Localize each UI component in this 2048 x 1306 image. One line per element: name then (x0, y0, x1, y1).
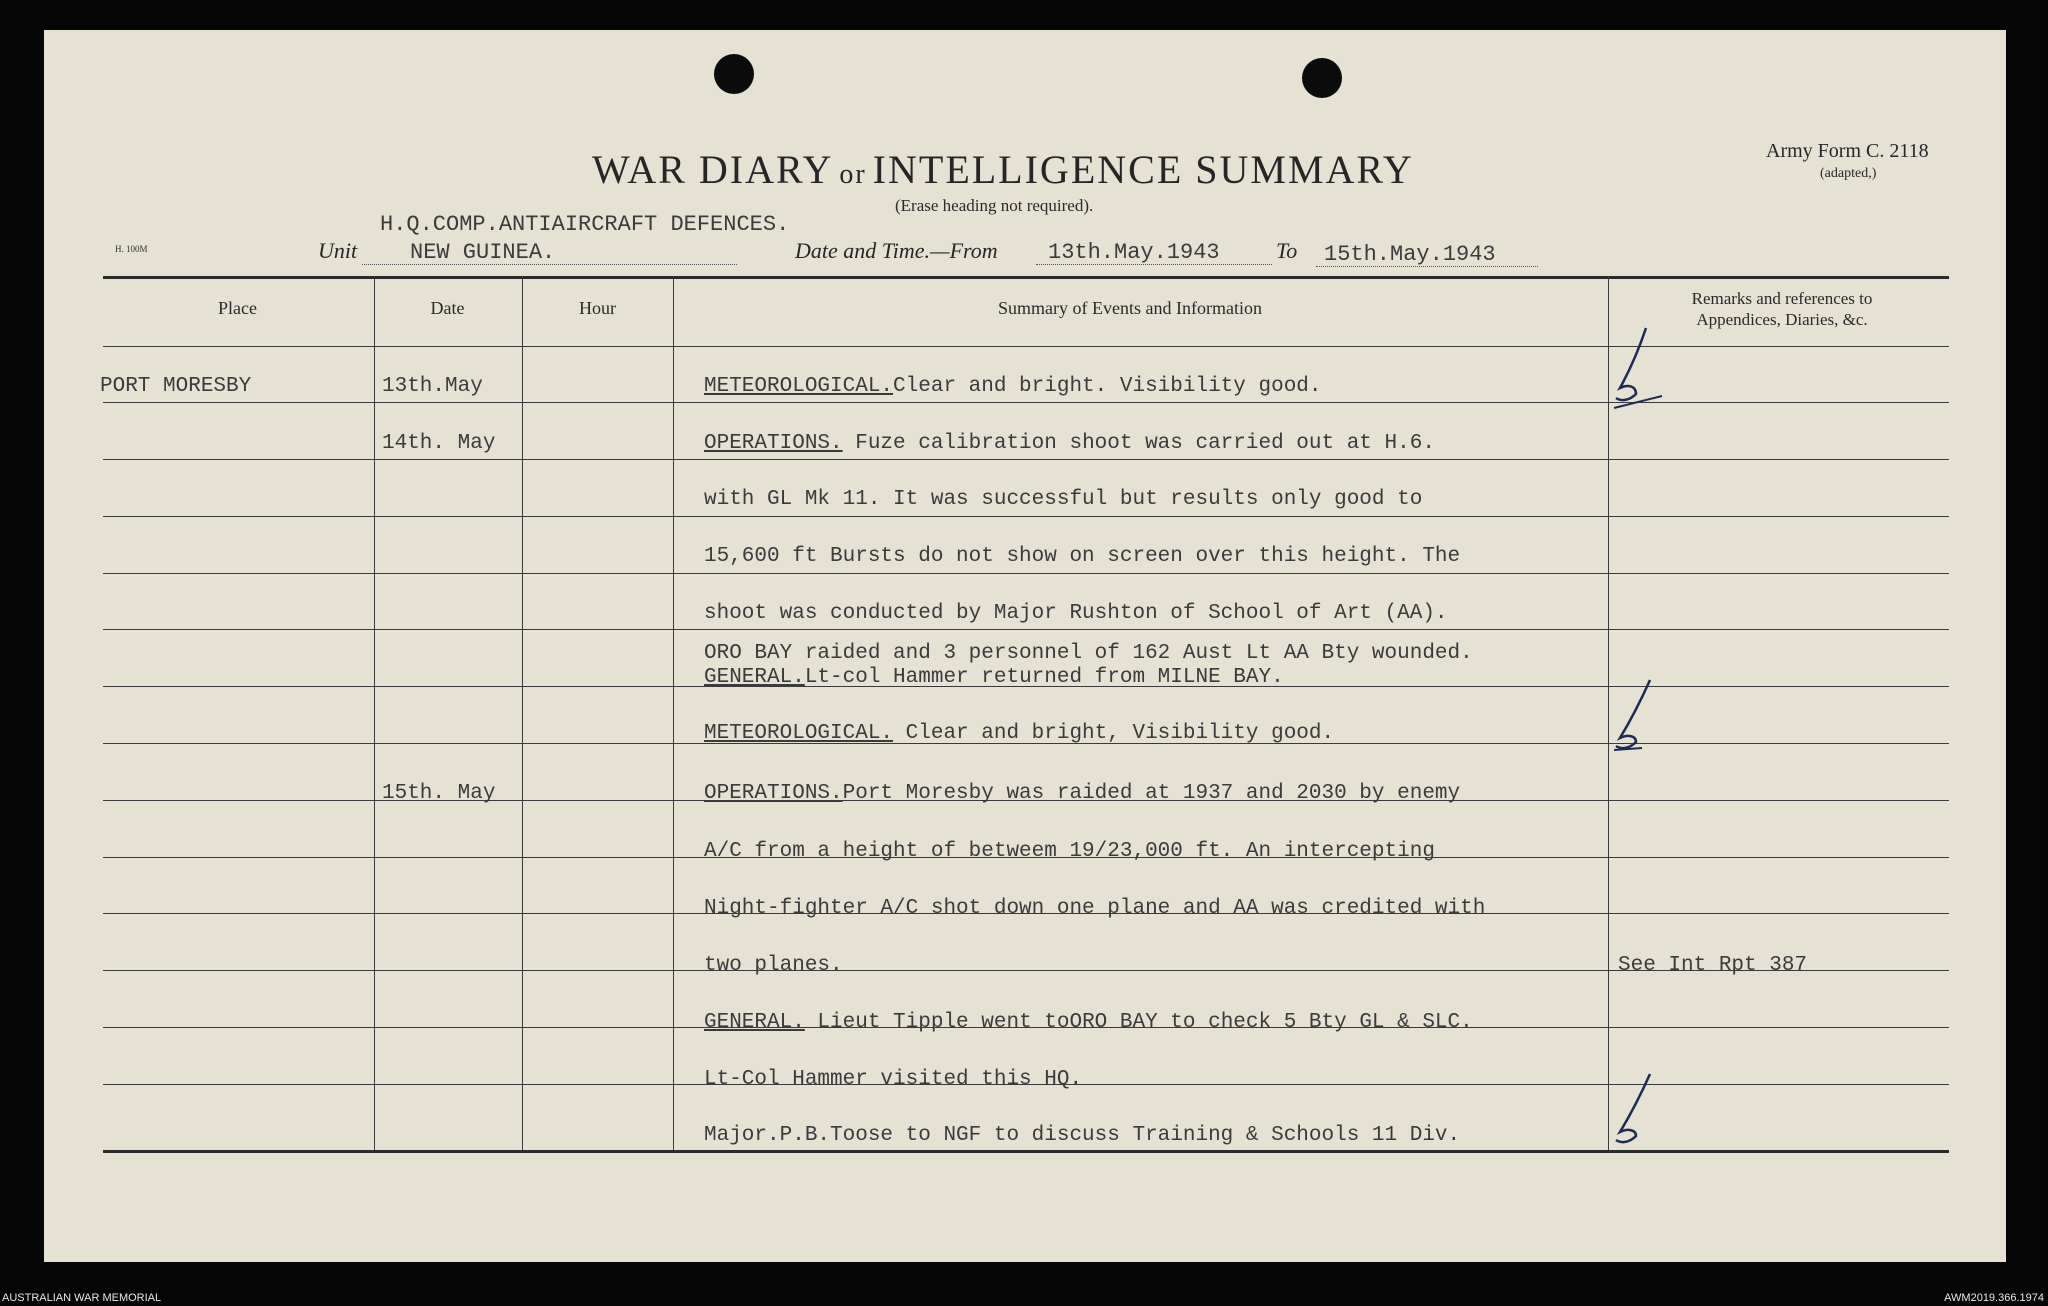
signature-initial (1606, 676, 1676, 756)
form-code: H. 100M (115, 244, 148, 254)
summary-cell (704, 642, 1473, 665)
date-cell: 14th. May (382, 432, 496, 455)
summary-heading: OPERATIONS. (704, 782, 843, 805)
to-label: To (1276, 238, 1298, 263)
summary-heading: GENERAL. (704, 666, 805, 689)
summary-cell (704, 375, 1322, 398)
footer-accession-number: AWM2019.366.1974 (1944, 1292, 2044, 1304)
erase-note: (Erase heading not required). (895, 196, 1094, 215)
column-divider (374, 276, 375, 1150)
column-divider (673, 276, 674, 1150)
table-top-rule (103, 276, 1949, 279)
summary-text: 15,600 ft Bursts do not show on screen over this height. The (704, 545, 1461, 568)
row-rule (103, 459, 1949, 460)
column-header-place: Place (218, 298, 257, 318)
unit-value: NEW GUINEA. (410, 240, 556, 265)
signature-initial (1606, 1070, 1676, 1154)
remarks-header-line: Remarks and references to (1691, 289, 1873, 308)
summary-text: with GL Mk 11. It was successful but results only good to (704, 488, 1423, 511)
column-header-hour: Hour (579, 298, 616, 318)
summary-text: Clear and bright. Visibility good. (893, 375, 1322, 398)
form-title: WAR DIARY or INTELLIGENCE SUMMARY (592, 147, 1414, 192)
summary-text: two planes. (704, 954, 843, 977)
summary-text: Lt-col Hammer returned from MILNE BAY. (804, 666, 1284, 689)
column-header-summary: Summary of Events and Information (998, 298, 1262, 318)
footer-institution: AUSTRALIAN WAR MEMORIAL (2, 1292, 162, 1304)
date-label: Date and Time.—From (795, 238, 998, 263)
army-form-number: Army Form C. 2118 (1766, 140, 1929, 162)
column-divider (522, 276, 523, 1150)
summary-cell (704, 1124, 1460, 1147)
summary-cell (704, 840, 1435, 863)
remarks-header-line: Appendices, Diaries, &c. (1696, 310, 1868, 329)
summary-text: Lieut Tipple went toORO BAY to check 5 Bty GL & SLC. (804, 1011, 1473, 1034)
summary-cell (704, 602, 1448, 625)
from-dotted-line (1036, 264, 1272, 265)
date-cell: 13th.May (382, 375, 483, 398)
to-dotted-line (1316, 266, 1538, 267)
summary-text: Clear and bright, Visibility good. (893, 722, 1335, 745)
summary-text: shoot was conducted by Major Rushton of School of Art (AA). (704, 602, 1448, 625)
summary-text: Major.P.B.Toose to NGF to discuss Training & Schools 11 Div. (704, 1124, 1461, 1147)
summary-cell (704, 1011, 1473, 1034)
summary-cell (704, 666, 1284, 689)
summary-cell (704, 897, 1485, 920)
to-date: 15th.May.1943 (1324, 242, 1496, 267)
summary-cell (704, 782, 1460, 805)
summary-text: Fuze calibration shoot was carried out at H.6. (842, 432, 1435, 455)
summary-text: A/C from a height of betweem 19/23,000 ft. An intercepting (704, 840, 1435, 863)
summary-cell (704, 545, 1460, 568)
summary-text: ORO BAY raided and 3 personnel of 162 Aust Lt AA Bty wounded. (704, 642, 1473, 665)
summary-cell (704, 488, 1422, 511)
row-rule (103, 573, 1949, 574)
summary-heading: OPERATIONS. (704, 432, 843, 455)
summary-text: Lt-Col Hammer visited this HQ. (704, 1068, 1083, 1091)
row-rule (103, 516, 1949, 517)
unit-dotted-line (362, 264, 737, 265)
summary-text: Port Moresby was raided at 1937 and 2030 by enemy (842, 782, 1461, 805)
summary-heading: METEOROLOGICAL. (704, 722, 894, 745)
row-rule (103, 629, 1949, 630)
adapted-note: (adapted,) (1820, 166, 1877, 181)
summary-heading: METEOROLOGICAL. (704, 375, 894, 398)
from-date: 13th.May.1943 (1048, 240, 1220, 265)
summary-cell (704, 722, 1334, 745)
unit-label: Unit (318, 238, 358, 263)
summary-cell (704, 954, 843, 977)
summary-cell (704, 432, 1435, 455)
hq-line: H.Q.COMP.ANTIAIRCRAFT DEFENCES. (380, 212, 790, 237)
place-cell: PORT MORESBY (100, 375, 252, 398)
signature-initial (1606, 322, 1676, 412)
column-header-date: Date (430, 298, 465, 318)
summary-cell (704, 1068, 1082, 1091)
date-cell: 15th. May (382, 782, 496, 805)
punch-hole (714, 54, 754, 94)
punch-hole (1302, 58, 1342, 98)
summary-heading: GENERAL. (704, 1011, 805, 1034)
summary-text: Night-fighter A/C shot down one plane and AA was credited with (704, 897, 1486, 920)
remarks-cell: See Int Rpt 387 (1618, 954, 1808, 977)
